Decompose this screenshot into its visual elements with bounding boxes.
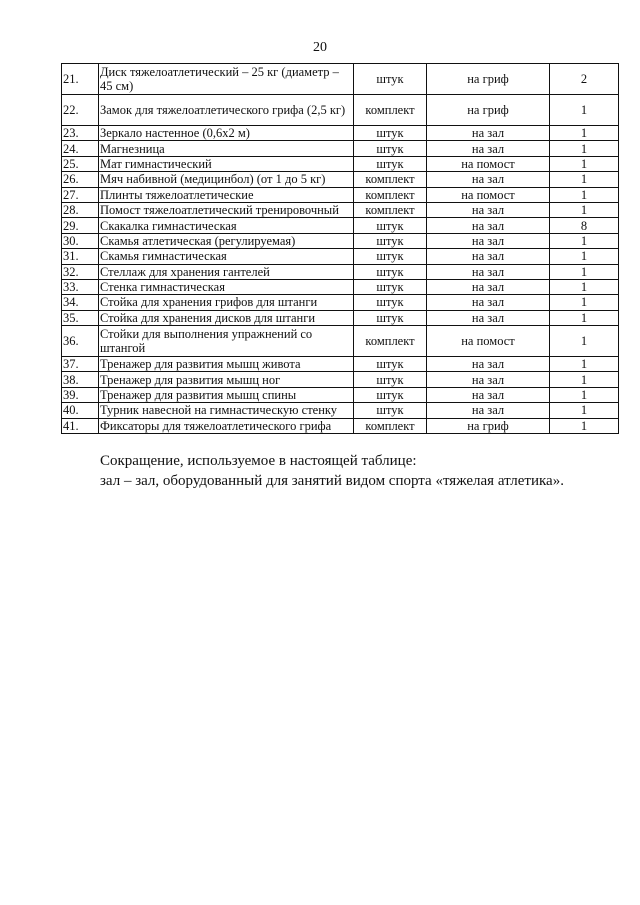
row-number-cell: 33. (62, 279, 99, 294)
equipment-table (61, 63, 619, 434)
unit-of-measure-cell: штук (354, 218, 427, 233)
placement-cell: на зал (427, 403, 550, 418)
unit-of-measure-cell: комплект (354, 418, 427, 433)
quantity-cell: 1 (550, 372, 619, 387)
unit-of-measure-cell: штук (354, 249, 427, 264)
row-number-cell: 25. (62, 156, 99, 171)
row-number-cell: 36. (62, 326, 99, 357)
row-number-cell: 21. (62, 64, 99, 95)
quantity-cell: 2 (550, 64, 619, 95)
page-number: 20 (313, 40, 327, 55)
row-number-cell: 27. (62, 187, 99, 202)
table-row (62, 187, 619, 202)
table-row (62, 279, 619, 294)
abbreviation-definition: зал – зал, оборудованный для занятий видом спорта «тяжелая атлетика». (100, 473, 564, 489)
row-number-cell: 38. (62, 372, 99, 387)
table-row (62, 264, 619, 279)
table-row (62, 418, 619, 433)
unit-of-measure-cell: штук (354, 279, 427, 294)
item-name-cell: Замок для тяжелоатлетического грифа (2,5 кг) (99, 95, 354, 126)
table-row (62, 387, 619, 402)
quantity-cell: 1 (550, 403, 619, 418)
item-name-cell: Скамья атлетическая (регулируемая) (99, 233, 354, 248)
table-row (62, 64, 619, 95)
row-number-cell: 35. (62, 310, 99, 325)
placement-cell: на зал (427, 295, 550, 310)
row-number-cell: 22. (62, 95, 99, 126)
placement-cell: на зал (427, 233, 550, 248)
unit-of-measure-cell: комплект (354, 187, 427, 202)
table-row (62, 372, 619, 387)
quantity-cell: 1 (550, 310, 619, 325)
unit-of-measure-cell: штук (354, 156, 427, 171)
quantity-cell: 1 (550, 279, 619, 294)
unit-of-measure-cell: штук (354, 126, 427, 141)
item-name-cell: Стеллаж для хранения гантелей (99, 264, 354, 279)
quantity-cell: 1 (550, 418, 619, 433)
item-name-cell: Стойка для хранения грифов для штанги (99, 295, 354, 310)
quantity-cell: 1 (550, 264, 619, 279)
row-number-cell: 31. (62, 249, 99, 264)
item-name-cell: Магнезница (99, 141, 354, 156)
table-row (62, 357, 619, 372)
equipment-table-body (62, 64, 619, 434)
item-name-cell: Тренажер для развития мышц живота (99, 357, 354, 372)
quantity-cell: 1 (550, 357, 619, 372)
placement-cell: на помост (427, 156, 550, 171)
row-number-cell: 28. (62, 202, 99, 217)
table-row (62, 295, 619, 310)
item-name-cell: Скамья гимнастическая (99, 249, 354, 264)
table-row (62, 126, 619, 141)
row-number-cell: 24. (62, 141, 99, 156)
placement-cell: на помост (427, 326, 550, 357)
item-name-cell: Тренажер для развития мышц спины (99, 387, 354, 402)
unit-of-measure-cell: комплект (354, 95, 427, 126)
item-name-cell: Плинты тяжелоатлетические (99, 187, 354, 202)
placement-cell: на гриф (427, 64, 550, 95)
table-row (62, 218, 619, 233)
item-name-cell: Мат гимнастический (99, 156, 354, 171)
table-row (62, 141, 619, 156)
row-number-cell: 29. (62, 218, 99, 233)
row-number-cell: 30. (62, 233, 99, 248)
item-name-cell: Стойки для выполнения упражнений со штангой (99, 326, 354, 357)
unit-of-measure-cell: комплект (354, 326, 427, 357)
placement-cell: на зал (427, 264, 550, 279)
unit-of-measure-cell: штук (354, 387, 427, 402)
quantity-cell: 1 (550, 126, 619, 141)
item-name-cell: Стенка гимнастическая (99, 279, 354, 294)
unit-of-measure-cell: штук (354, 310, 427, 325)
table-row (62, 202, 619, 217)
quantity-cell: 1 (550, 202, 619, 217)
item-name-cell: Мяч набивной (медицинбол) (от 1 до 5 кг) (99, 172, 354, 187)
unit-of-measure-cell: штук (354, 64, 427, 95)
placement-cell: на гриф (427, 418, 550, 433)
unit-of-measure-cell: штук (354, 295, 427, 310)
row-number-cell: 39. (62, 387, 99, 402)
placement-cell: на зал (427, 126, 550, 141)
placement-cell: на зал (427, 279, 550, 294)
item-name-cell: Тренажер для развития мышц ног (99, 372, 354, 387)
table-row (62, 95, 619, 126)
quantity-cell: 8 (550, 218, 619, 233)
unit-of-measure-cell: штук (354, 403, 427, 418)
abbreviation-heading: Сокращение, используемое в настоящей таблице: (100, 453, 417, 469)
item-name-cell: Помост тяжелоатлетический тренировочный (99, 202, 354, 217)
placement-cell: на зал (427, 387, 550, 402)
table-row (62, 156, 619, 171)
row-number-cell: 37. (62, 357, 99, 372)
quantity-cell: 1 (550, 387, 619, 402)
row-number-cell: 40. (62, 403, 99, 418)
unit-of-measure-cell: комплект (354, 202, 427, 217)
item-name-cell: Диск тяжелоатлетический – 25 кг (диаметр – 45 см) (99, 64, 354, 95)
placement-cell: на зал (427, 357, 550, 372)
item-name-cell: Фиксаторы для тяжелоатлетического грифа (99, 418, 354, 433)
unit-of-measure-cell: штук (354, 264, 427, 279)
row-number-cell: 26. (62, 172, 99, 187)
quantity-cell: 1 (550, 156, 619, 171)
item-name-cell: Зеркало настенное (0,6х2 м) (99, 126, 354, 141)
placement-cell: на помост (427, 187, 550, 202)
placement-cell: на зал (427, 172, 550, 187)
quantity-cell: 1 (550, 95, 619, 126)
placement-cell: на зал (427, 202, 550, 217)
placement-cell: на зал (427, 249, 550, 264)
placement-cell: на зал (427, 141, 550, 156)
table-row (62, 249, 619, 264)
unit-of-measure-cell: комплект (354, 172, 427, 187)
unit-of-measure-cell: штук (354, 357, 427, 372)
placement-cell: на зал (427, 218, 550, 233)
item-name-cell: Стойка для хранения дисков для штанги (99, 310, 354, 325)
quantity-cell: 1 (550, 295, 619, 310)
row-number-cell: 32. (62, 264, 99, 279)
unit-of-measure-cell: штук (354, 233, 427, 248)
table-row (62, 326, 619, 357)
item-name-cell: Турник навесной на гимнастическую стенку (99, 403, 354, 418)
row-number-cell: 41. (62, 418, 99, 433)
placement-cell: на зал (427, 372, 550, 387)
table-row (62, 310, 619, 325)
table-row (62, 233, 619, 248)
quantity-cell: 1 (550, 141, 619, 156)
quantity-cell: 1 (550, 187, 619, 202)
item-name-cell: Скакалка гимнастическая (99, 218, 354, 233)
unit-of-measure-cell: штук (354, 372, 427, 387)
quantity-cell: 1 (550, 172, 619, 187)
placement-cell: на гриф (427, 95, 550, 126)
table-row (62, 403, 619, 418)
row-number-cell: 34. (62, 295, 99, 310)
unit-of-measure-cell: штук (354, 141, 427, 156)
placement-cell: на зал (427, 310, 550, 325)
quantity-cell: 1 (550, 326, 619, 357)
quantity-cell: 1 (550, 249, 619, 264)
row-number-cell: 23. (62, 126, 99, 141)
table-row (62, 172, 619, 187)
quantity-cell: 1 (550, 233, 619, 248)
